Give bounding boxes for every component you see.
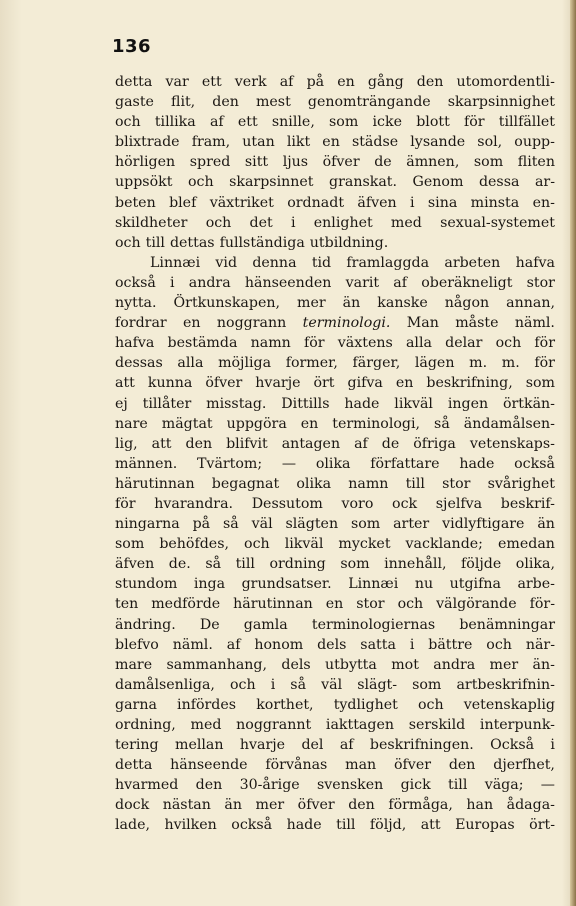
text-line: männen. Tvärtom; — olika författare hade också: [115, 455, 555, 472]
text-line: också i andra hänseenden varit af oberäkneligt stor: [115, 274, 555, 291]
text-line: damålsenliga, och i så väl slägt- som artbeskrifnin-: [115, 676, 555, 693]
text-line: hörligen spred sitt ljus öfver de ämnen, som fliten: [115, 154, 555, 171]
text-line: som behöfdes, och likväl mycket vacklande; emedan: [115, 536, 555, 553]
text-line: härutinnan begagnat olika namn till stor svårighet: [115, 475, 555, 492]
text-line: stundom inga grundsatser. Linnæi nu utgifna arbe-: [115, 576, 555, 593]
text-line: ändring. De gamla terminologiernas benämningar: [115, 616, 555, 633]
text-line: ordning, med noggrannt iakttagen serskild interpunk-: [115, 717, 555, 733]
text-line: och till dettas fullständiga utbildning.: [115, 234, 389, 251]
text-line: nare mägtat uppgöra en terminologi, så ändamålsen-: [115, 415, 555, 432]
text-line: tering mellan hvarje del af beskrifningen. Också i: [115, 737, 555, 754]
text-line: fordrar en noggrann terminologi. Man måste näml.: [115, 315, 555, 332]
text-line: och tillika af ett snille, som icke blott för tillfället: [115, 114, 555, 131]
text-line: ningarna på så väl slägten som arter vidlyftigare än: [115, 516, 555, 533]
text-line: dock nästan än mer öfver den förmåga, han ådaga-: [115, 797, 555, 814]
text-line: ej tillåter misstag. Dittills hade likväl ingen örtkän-: [115, 395, 555, 412]
body-text: [115, 72, 555, 836]
text-line: blixtrade fram, utan likt en städse lysande sol, oupp-: [115, 134, 555, 151]
text-line: äfven de. så till ordning som innehåll, följde olika,: [115, 556, 555, 573]
text-line: hafva bestämda namn för växtens alla delar och för: [115, 335, 555, 352]
page-number: 136: [112, 36, 152, 57]
text-line: att kunna öfver hvarje ört gifva en beskrifning, som: [115, 375, 555, 392]
text-line: lade, hvilken också hade till följd, att Europas ört-: [115, 817, 555, 834]
text-line: detta var ett verk af på en gång den utomordentli-: [115, 74, 555, 90]
text-line: blefvo näml. af honom dels satta i bättre och när-: [115, 636, 555, 653]
text-line: lig, att den blifvit antagen af de öfriga vetenskaps-: [115, 435, 555, 452]
text-line: mare sammanhang, dels utbytta mot andra mer än-: [115, 656, 555, 673]
text-line: uppsökt och skarpsinnet granskat. Genom dessa ar-: [115, 174, 555, 191]
text-line: Linnæi vid denna tid framlaggda arbeten hafva: [150, 254, 555, 271]
text-line: detta hänseende förvånas man öfver den djerfhet,: [115, 757, 555, 774]
text-line: skildheter och det i enlighet med sexual-systemet: [115, 214, 555, 231]
page-edge: [570, 0, 576, 906]
text-line: gaste flit, den mest genomträngande skarpsinnighet: [115, 94, 555, 111]
text-line: för hvarandra. Dessutom voro ock sjelfva beskrif-: [115, 495, 555, 512]
text-line: hvarmed den 30-årige svensken gick till väga; —: [115, 777, 555, 794]
text-line: ten medförde härutinnan en stor och välgörande för-: [115, 596, 555, 613]
text-line: garna infördes korthet, tydlighet och vetenskaplig: [115, 696, 555, 713]
text-line: dessas alla möjliga former, färger, lägen m. m. för: [115, 355, 555, 372]
text-line: beten blef växtriket ordnadt äfven i sina minsta en-: [115, 194, 555, 211]
text-line: nytta. Örtkunskapen, mer än kanske någon annan,: [115, 295, 555, 312]
